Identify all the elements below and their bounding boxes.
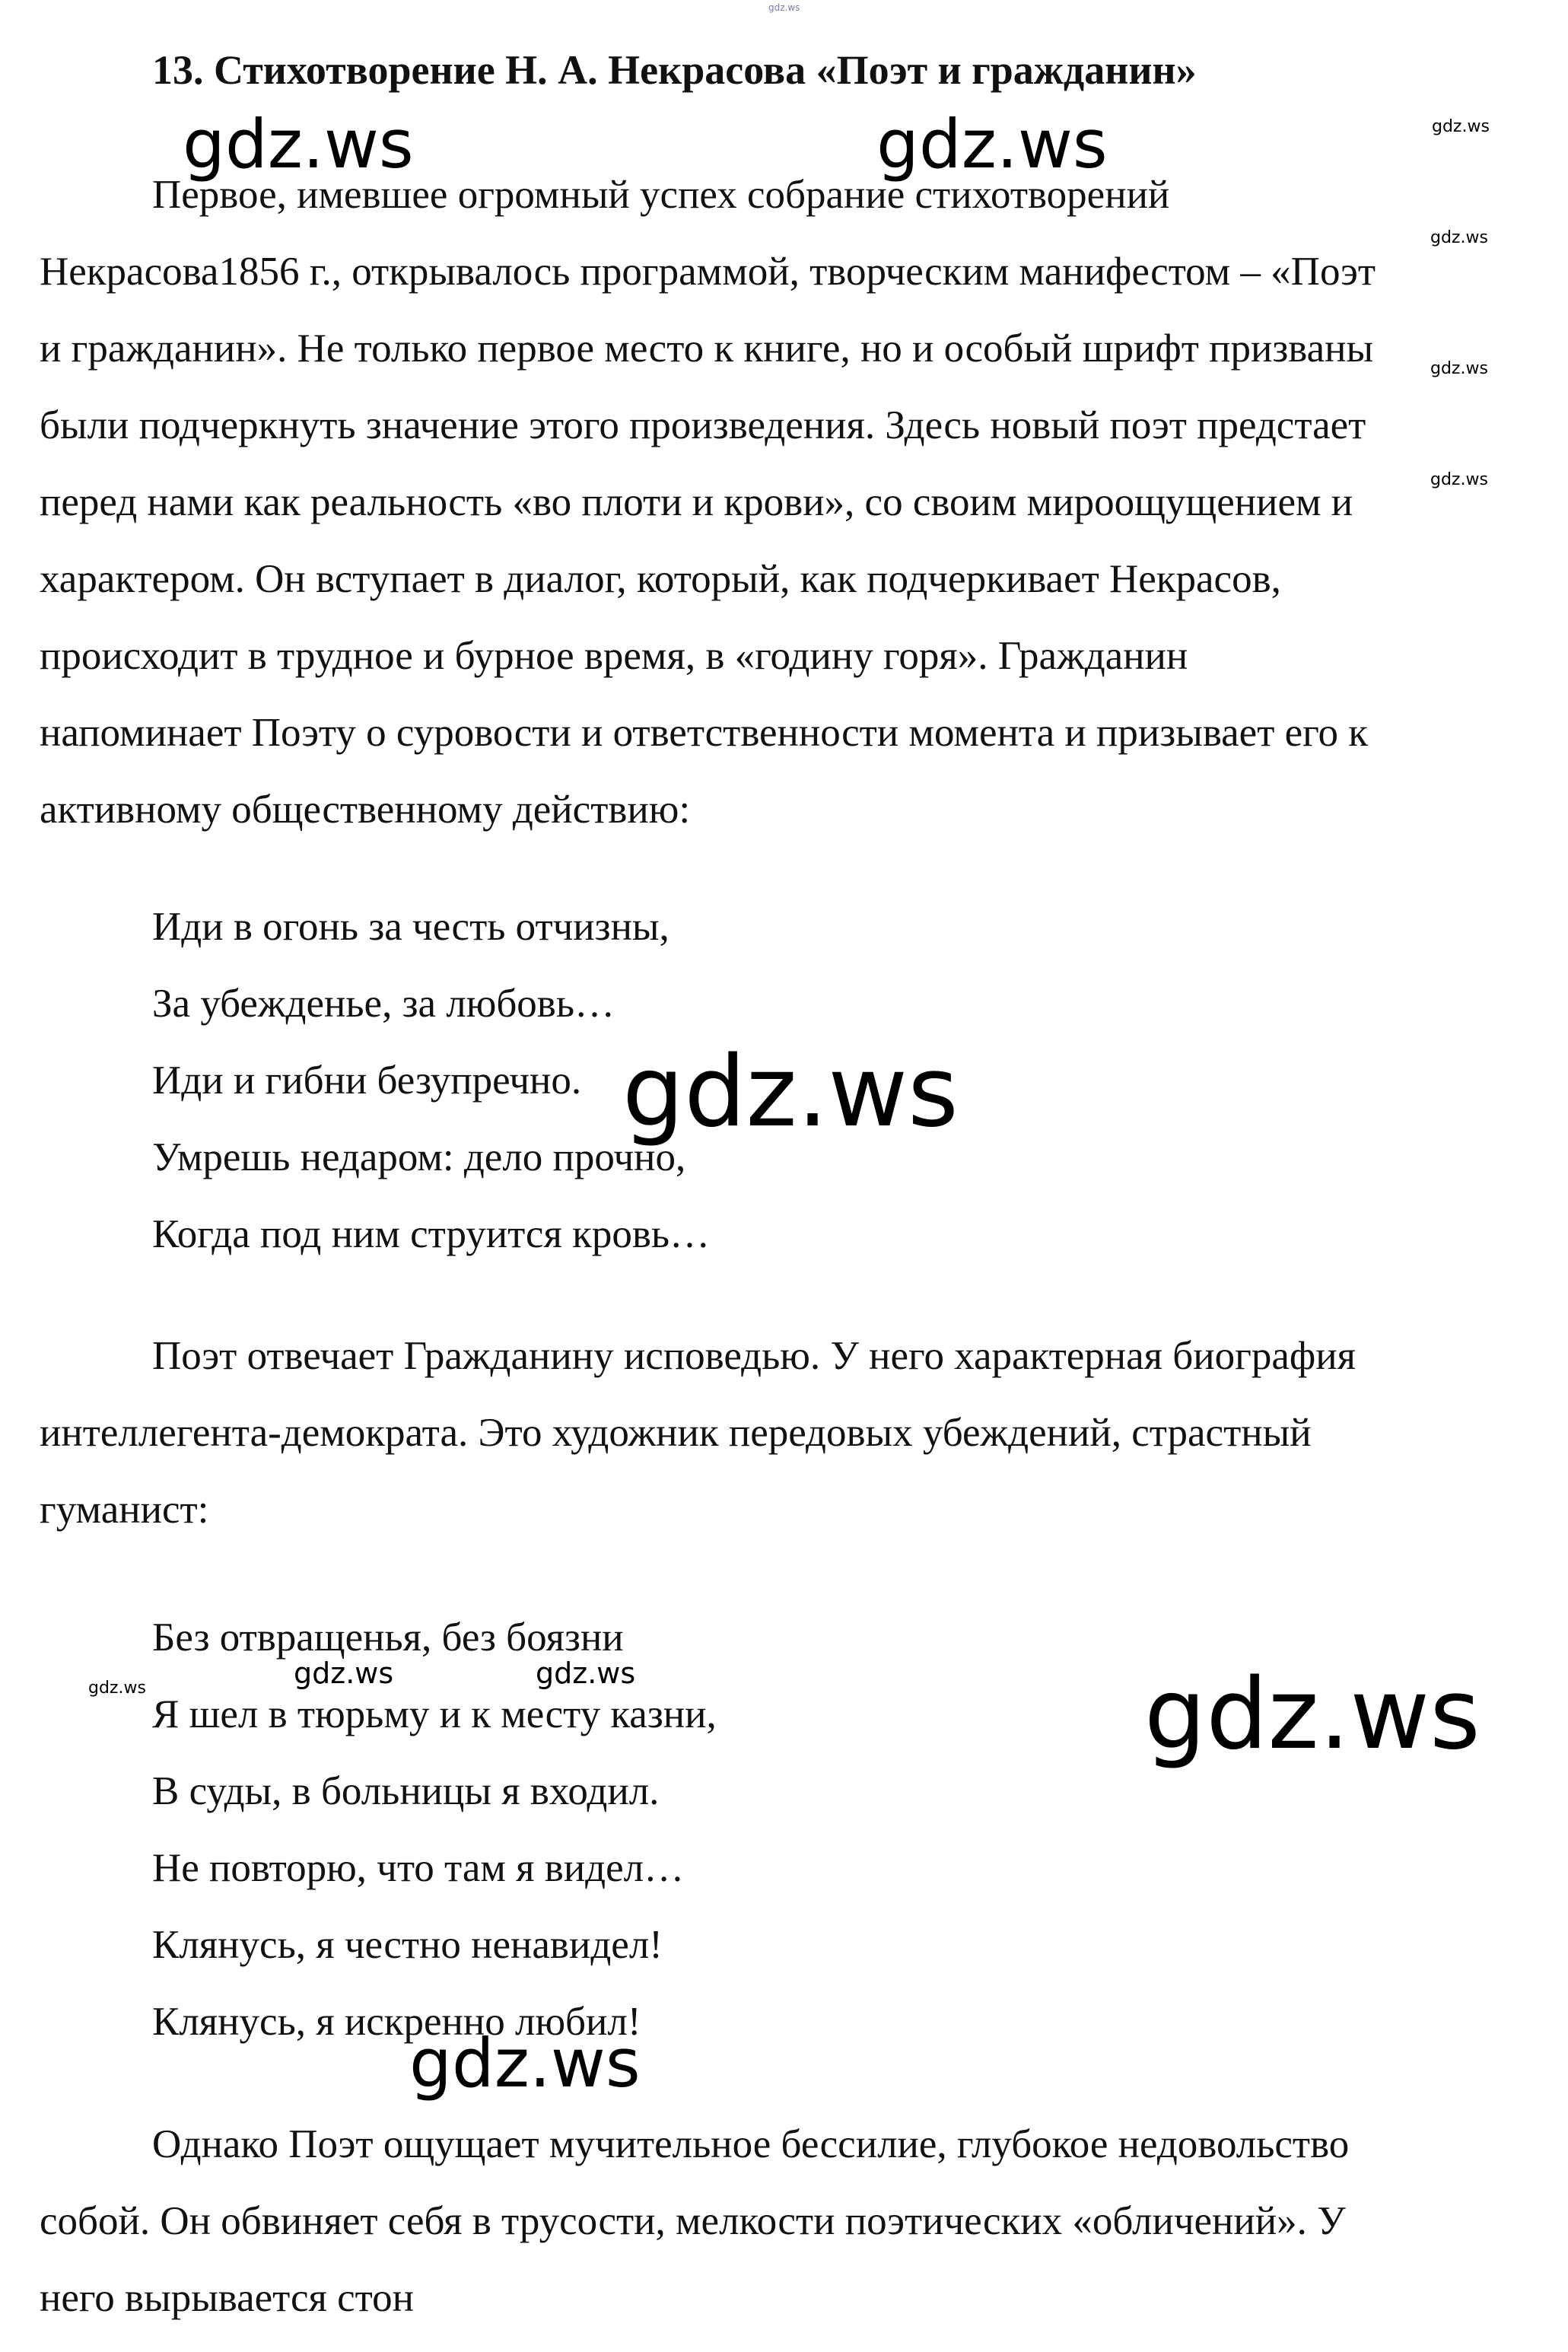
watermark-xlarge: gdz.ws xyxy=(1144,1658,1481,1771)
poem-line: Я шел в тюрьму и к месту казни, xyxy=(152,1692,717,1736)
paragraph-line: и гражданин». Не только первое место к книге, но и особый шрифт призваны xyxy=(40,326,1374,371)
watermark-small: gdz.ws xyxy=(1432,117,1490,136)
poem-line: Когда под ним струится кровь… xyxy=(152,1212,711,1256)
watermark-top-small: gdz.ws xyxy=(768,2,800,13)
paragraph-line: Поэт отвечает Гражданину исповедью. У него характерная биография xyxy=(152,1334,1356,1378)
poem-line: За убежденье, за любовь… xyxy=(152,982,615,1026)
paragraph-line: перед нами как реальность «во плоти и крови», со своим мироощущением и xyxy=(40,480,1353,524)
paragraph-line: происходит в трудное и бурное время, в «годину горя». Гражданин xyxy=(40,634,1188,678)
watermark-large: gdz.ws xyxy=(409,2024,641,2102)
poem-line: В суды, в больницы я входил. xyxy=(152,1769,660,1813)
paragraph-line: напоминает Поэту о суровости и ответственности момента и призывает его к xyxy=(40,711,1369,755)
paragraph-line: были подчеркнуть значение этого произведения. Здесь новый поэт предстает xyxy=(40,403,1366,447)
paragraph-line: собой. Он обвиняет себя в трусости, мелкости поэтических «обличений». У xyxy=(40,2199,1346,2243)
paragraph-line: Первое, имевшее огромный успех собрание стихотворений xyxy=(152,173,1170,217)
paragraph-line: него вырывается стон xyxy=(40,2276,414,2320)
paragraph-3 xyxy=(40,2106,1531,2337)
poem-line: Умрешь недаром: дело прочно, xyxy=(152,1135,686,1179)
watermark-medium: gdz.ws xyxy=(536,1657,636,1690)
page-title: 13. Стихотворение Н. А. Некрасова «Поэт и гражданин» xyxy=(152,47,1197,93)
watermark-large: gdz.ws xyxy=(876,105,1108,183)
watermark-xlarge: gdz.ws xyxy=(622,1036,959,1149)
watermark-small: gdz.ws xyxy=(88,1679,146,1698)
paragraph-1 xyxy=(40,157,1531,848)
paragraph-2 xyxy=(40,1318,1531,1548)
paragraph-line: Некрасова1856 г., открывалось программой, творческим манифестом – «Поэт xyxy=(40,250,1376,294)
watermark-medium: gdz.ws xyxy=(294,1657,394,1690)
paragraph-line: характером. Он вступает в диалог, который, как подчеркивает Некрасов, xyxy=(40,557,1281,601)
watermark-small: gdz.ws xyxy=(1430,228,1488,247)
paragraph-line: гуманист: xyxy=(40,1488,209,1532)
poem-line: Не повторю, что там я видел… xyxy=(152,1846,685,1890)
watermark-small: gdz.ws xyxy=(1430,470,1488,489)
paragraph-line: Однако Поэт ощущает мучительное бессилие, глубокое недовольство xyxy=(152,2122,1350,2166)
paragraph-line: активному общественному действию: xyxy=(40,788,691,832)
poem-line: Клянусь, я искренно любил! xyxy=(152,2000,641,2044)
paragraph-line: интеллегента-демократа. Это художник передовых убеждений, страстный xyxy=(40,1411,1312,1455)
watermark-small: gdz.ws xyxy=(1430,359,1488,378)
poem-line: Без отвращенья, без боязни xyxy=(152,1615,624,1660)
poem-line: Иди и гибни безупречно. xyxy=(152,1058,582,1103)
watermark-large: gdz.ws xyxy=(183,105,414,183)
poem-line: Иди в огонь за честь отчизны, xyxy=(152,905,670,949)
poem-line: Клянусь, я честно ненавидел! xyxy=(152,1923,663,1967)
